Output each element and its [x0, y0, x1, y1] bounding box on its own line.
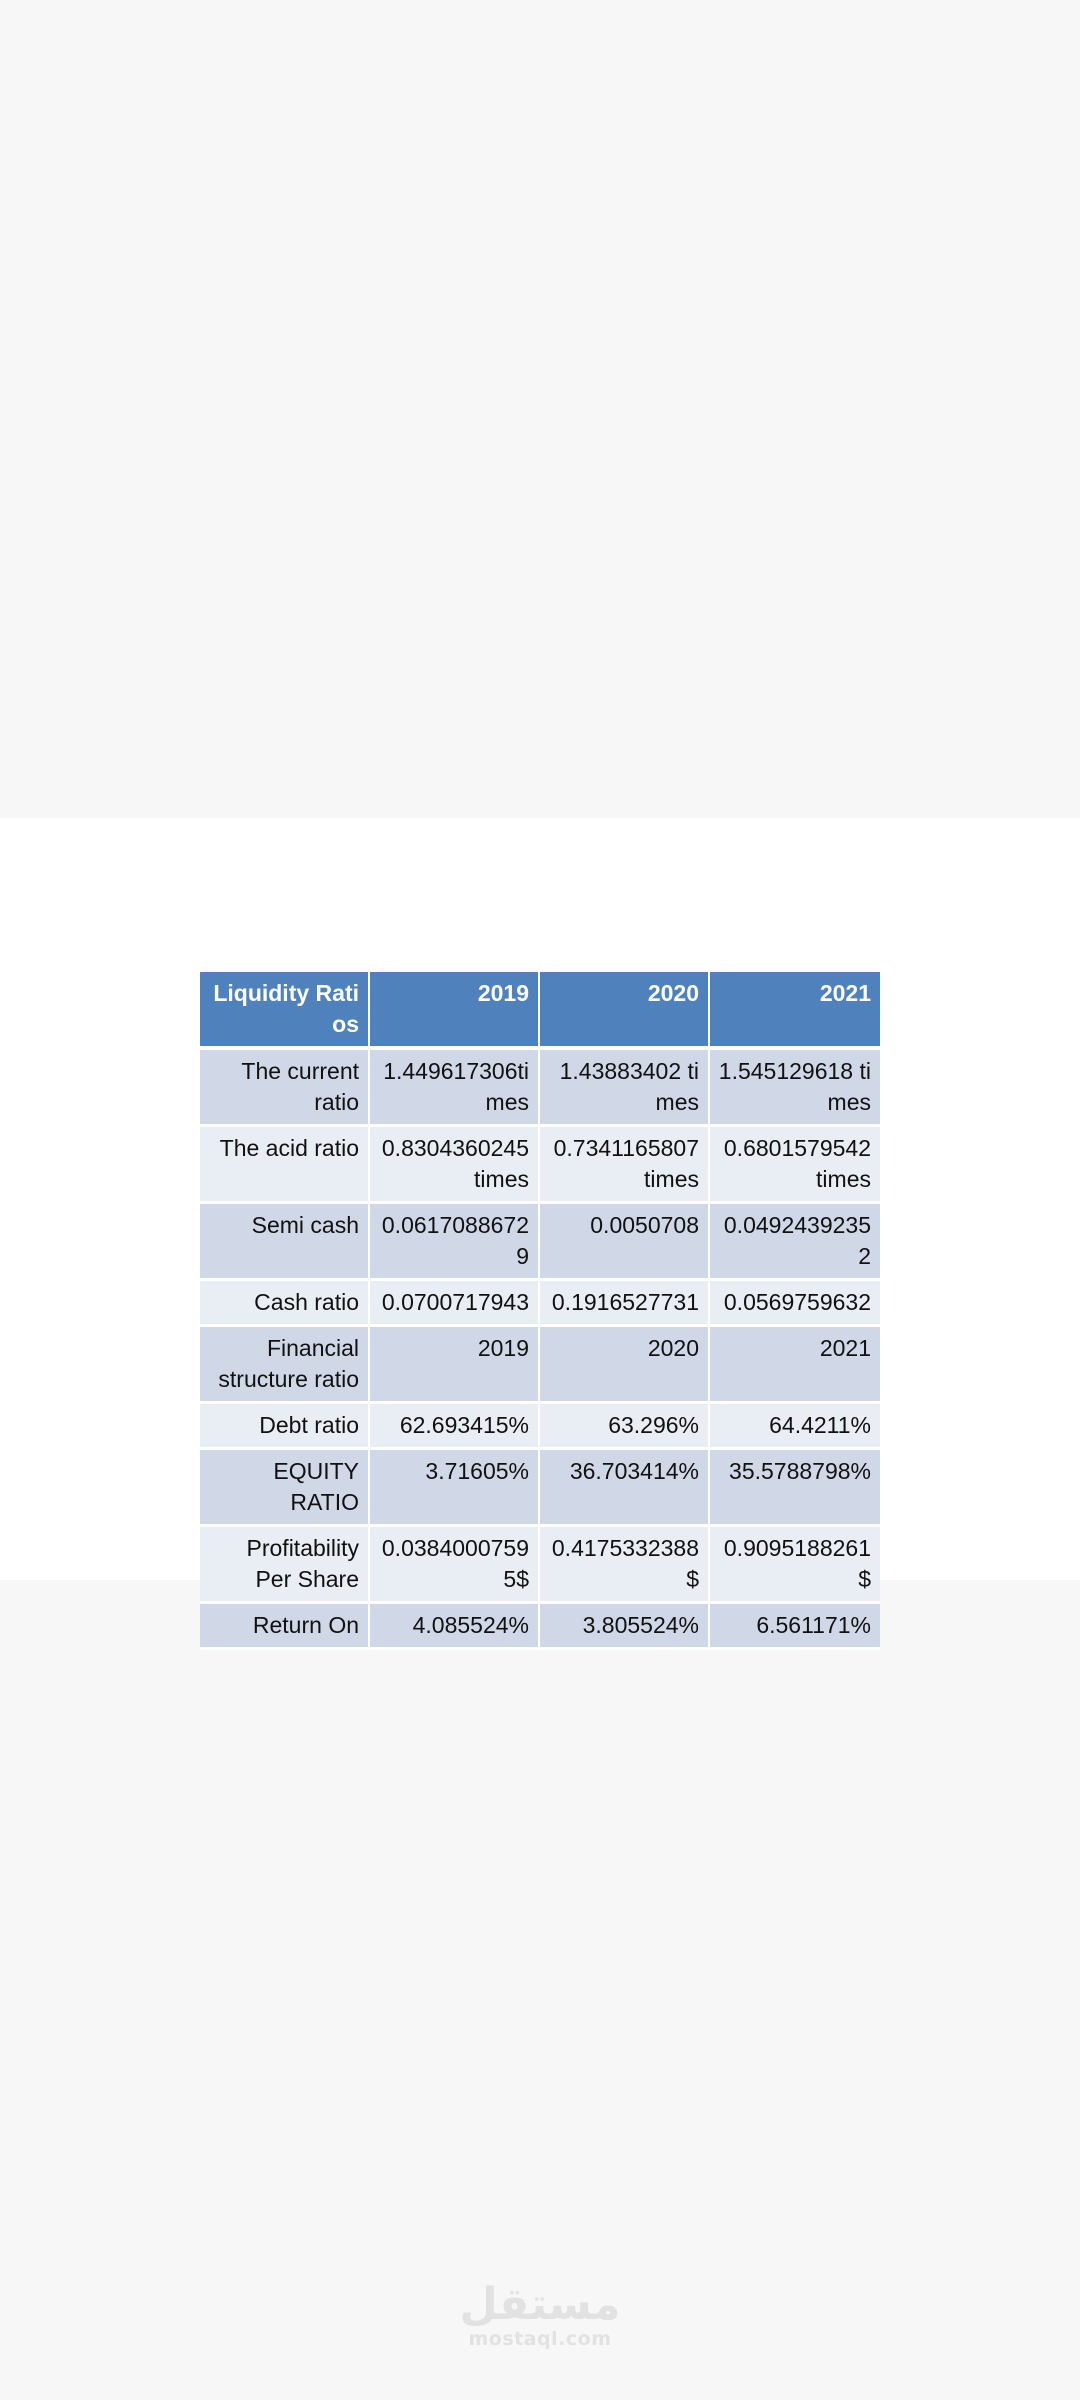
table-cell: 2019: [370, 1327, 540, 1404]
table-row-cash-ratio: [200, 1281, 880, 1327]
table-cell: 0.0050708: [540, 1204, 710, 1281]
table-cell: 36.703414%: [540, 1450, 710, 1527]
table-cell: 0.0700717943: [370, 1281, 540, 1327]
table-row-semi-cash: [200, 1204, 880, 1281]
table-cell: 0.6801579542 times: [710, 1127, 880, 1204]
table-cell: 62.693415%: [370, 1404, 540, 1450]
row-label: Semi cash: [200, 1204, 370, 1281]
row-label: Debt ratio: [200, 1404, 370, 1450]
liquidity-ratios-table: [200, 972, 880, 1650]
table-cell: 35.5788798%: [710, 1450, 880, 1527]
header-2020: 2020: [540, 972, 710, 1050]
row-label: EQUITY RATIO: [200, 1450, 370, 1527]
slide: [0, 818, 1080, 1638]
table-header-row: [200, 972, 880, 1050]
header-2021: 2021: [710, 972, 880, 1050]
table-cell: 0.9095188261 $: [710, 1527, 880, 1604]
watermark-logo-arabic: مستقل: [459, 2279, 621, 2330]
table-cell: 0.7341165807 times: [540, 1127, 710, 1204]
table-cell: 63.296%: [540, 1404, 710, 1450]
table-cell: 2021: [710, 1327, 880, 1404]
row-label: The current ratio: [200, 1050, 370, 1127]
table-row-financial-structure: [200, 1327, 880, 1404]
table-row-equity-ratio: [200, 1450, 880, 1527]
table-row-return-on: [200, 1604, 880, 1650]
header-2019: 2019: [370, 972, 540, 1050]
table-cell: 0.0569759632: [710, 1281, 880, 1327]
table-row-acid-ratio: [200, 1127, 880, 1204]
row-label: The acid ratio: [200, 1127, 370, 1204]
watermark-logo-latin: mostaql.com: [468, 2328, 612, 2350]
table-cell: 0.4175332388 $: [540, 1527, 710, 1604]
table-cell: 0.03840007595$: [370, 1527, 540, 1604]
table-cell: 0.1916527731: [540, 1281, 710, 1327]
row-label: Profitability Per Share: [200, 1527, 370, 1604]
table-cell: 1.449617306times: [370, 1050, 540, 1127]
table-row-debt-ratio: [200, 1404, 880, 1450]
row-label: Financial structure ratio: [200, 1327, 370, 1404]
table-cell: 2020: [540, 1327, 710, 1404]
table-cell: 1.545129618 times: [710, 1050, 880, 1127]
table-cell: 64.4211%: [710, 1404, 880, 1450]
header-liquidity-ratios: Liquidity Ratios: [200, 972, 370, 1050]
table-cell: 6.561171%: [710, 1604, 880, 1650]
table-row-current-ratio: [200, 1050, 880, 1127]
mostaql-watermark: [0, 2279, 1080, 2350]
table-cell: 4.085524%: [370, 1604, 540, 1650]
table-cell: 1.43883402 times: [540, 1050, 710, 1127]
table-row-profitability-per-share: [200, 1527, 880, 1604]
row-label: Return On: [200, 1604, 370, 1650]
table-cell: 0.06170886729: [370, 1204, 540, 1281]
table-cell: 0.04924392352: [710, 1204, 880, 1281]
table-cell: 0.8304360245 times: [370, 1127, 540, 1204]
row-label: Cash ratio: [200, 1281, 370, 1327]
table-cell: 3.805524%: [540, 1604, 710, 1650]
table-cell: 3.71605%: [370, 1450, 540, 1527]
